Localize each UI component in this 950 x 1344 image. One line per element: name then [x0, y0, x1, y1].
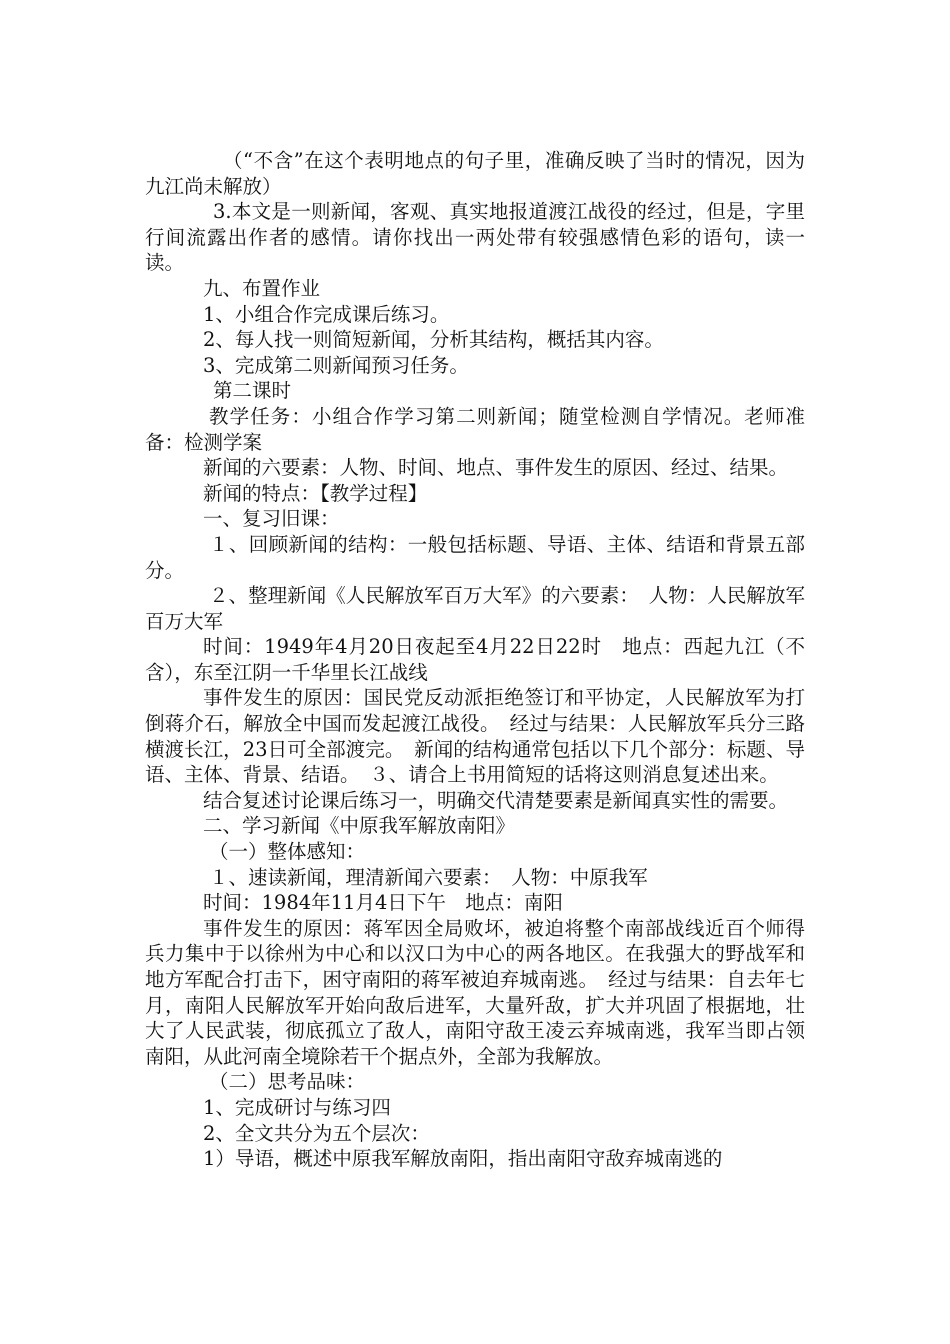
subheading-reflect: （二）思考品味：: [209, 1070, 366, 1094]
section-heading-study: 二、学习新闻《中原我军解放南阳》: [203, 814, 516, 838]
paragraph-time-place-1: 时间：1949年4月20日夜起至4月22日22时 地点：西起九江（不含），东至江阴一千华里长江战线: [145, 635, 805, 684]
paragraph-teaching-task: 教学任务：小组合作学习第二则新闻；随堂检测自学情况。老师准备：检测学案: [145, 404, 805, 454]
homework-item-1: 1、小组合作完成课后练习。: [203, 302, 450, 326]
paragraph-six-elements: 新闻的六要素：人物、时间、地点、事件发生的原因、经过、结果。: [203, 456, 789, 480]
lesson-plan-text: [145, 148, 805, 1172]
homework-item-3: 3、完成第二则新闻预习任务。: [203, 353, 469, 377]
review-item-2: ２、整理新闻《人民解放军百万大军》的六要素： 人物：人民解放军百万大军: [145, 584, 805, 633]
homework-item-2: 2、每人找一则简短新闻，分析其结构，概括其内容。: [203, 328, 664, 352]
subheading-overall: （一）整体感知：: [209, 840, 366, 864]
reflect-item-2-1: 1）导语，概述中原我军解放南阳，指出南阳守敌弃城南逃的: [203, 1147, 723, 1171]
review-item-1: １、回顾新闻的结构：一般包括标题、导语、主体、结语和背景五部分。: [145, 532, 805, 582]
lesson-heading-second: 第二课时: [213, 379, 292, 403]
paragraph-discussion: 结合复述讨论课后练习一，明确交代清楚要素是新闻真实性的需要。: [203, 788, 789, 812]
paragraph-cause-1: 事件发生的原因：国民党反动派拒绝签订和平协定，人民解放军为打倒蒋介石，解放全中国而发起渡江战役。 经过与结果：人民解放军兵分三路横渡长江，23日可全部渡完。 新闻的结构通常包括以下几个部分：标题、导语、主体、背景、结语。 ３、请合上书用简短的话将这则消息复述出来。: [145, 686, 805, 787]
reflect-item-2: 2、全文共分为五个层次：: [203, 1121, 430, 1145]
paragraph-cause-2: 事件发生的原因：蒋军因全局败坏，被迫将整个南部战线近百个师得兵力集中于以徐州为中心和以汉口为中心的两各地区。在我强大的野战军和地方军配合打击下，困守南阳的蒋军被迫弃城南逃。 经过与结果：自去年七月，南阳人民解放军开始向敌后进军，大量歼敌，扩大并巩固了根据地，壮大了人民武装，彻底孤立了敌人，南阳守敌王凌云弃城南逃，我军当即占领南阳，从此河南全境除若干个据点外，全部为我解放。: [145, 916, 805, 1068]
paragraph-news-features: 新闻的特点：【教学过程】: [203, 481, 428, 505]
section-heading-review: 一、复习旧课：: [203, 507, 340, 531]
section-heading-homework: 九、布置作业: [203, 276, 321, 300]
study-item-1: １、速读新闻，理清新闻六要素： 人物：中原我军: [209, 865, 648, 889]
paragraph-note-buhan: （“不含”在这个表明地点的句子里，准确反映了当时的情况，因为九江尚未解放）: [145, 149, 805, 198]
paragraph-time-place-2: 时间：1984年11月4日下午 地点：南阳: [203, 891, 563, 915]
reflect-item-1: 1、完成研讨与练习四: [203, 1095, 391, 1119]
paragraph-question-3: 3.本文是一则新闻，客观、真实地报道渡江战役的经过，但是，字里行间流露出作者的感情。请你找出一两处带有较强感情色彩的语句，读一读。: [145, 200, 805, 275]
